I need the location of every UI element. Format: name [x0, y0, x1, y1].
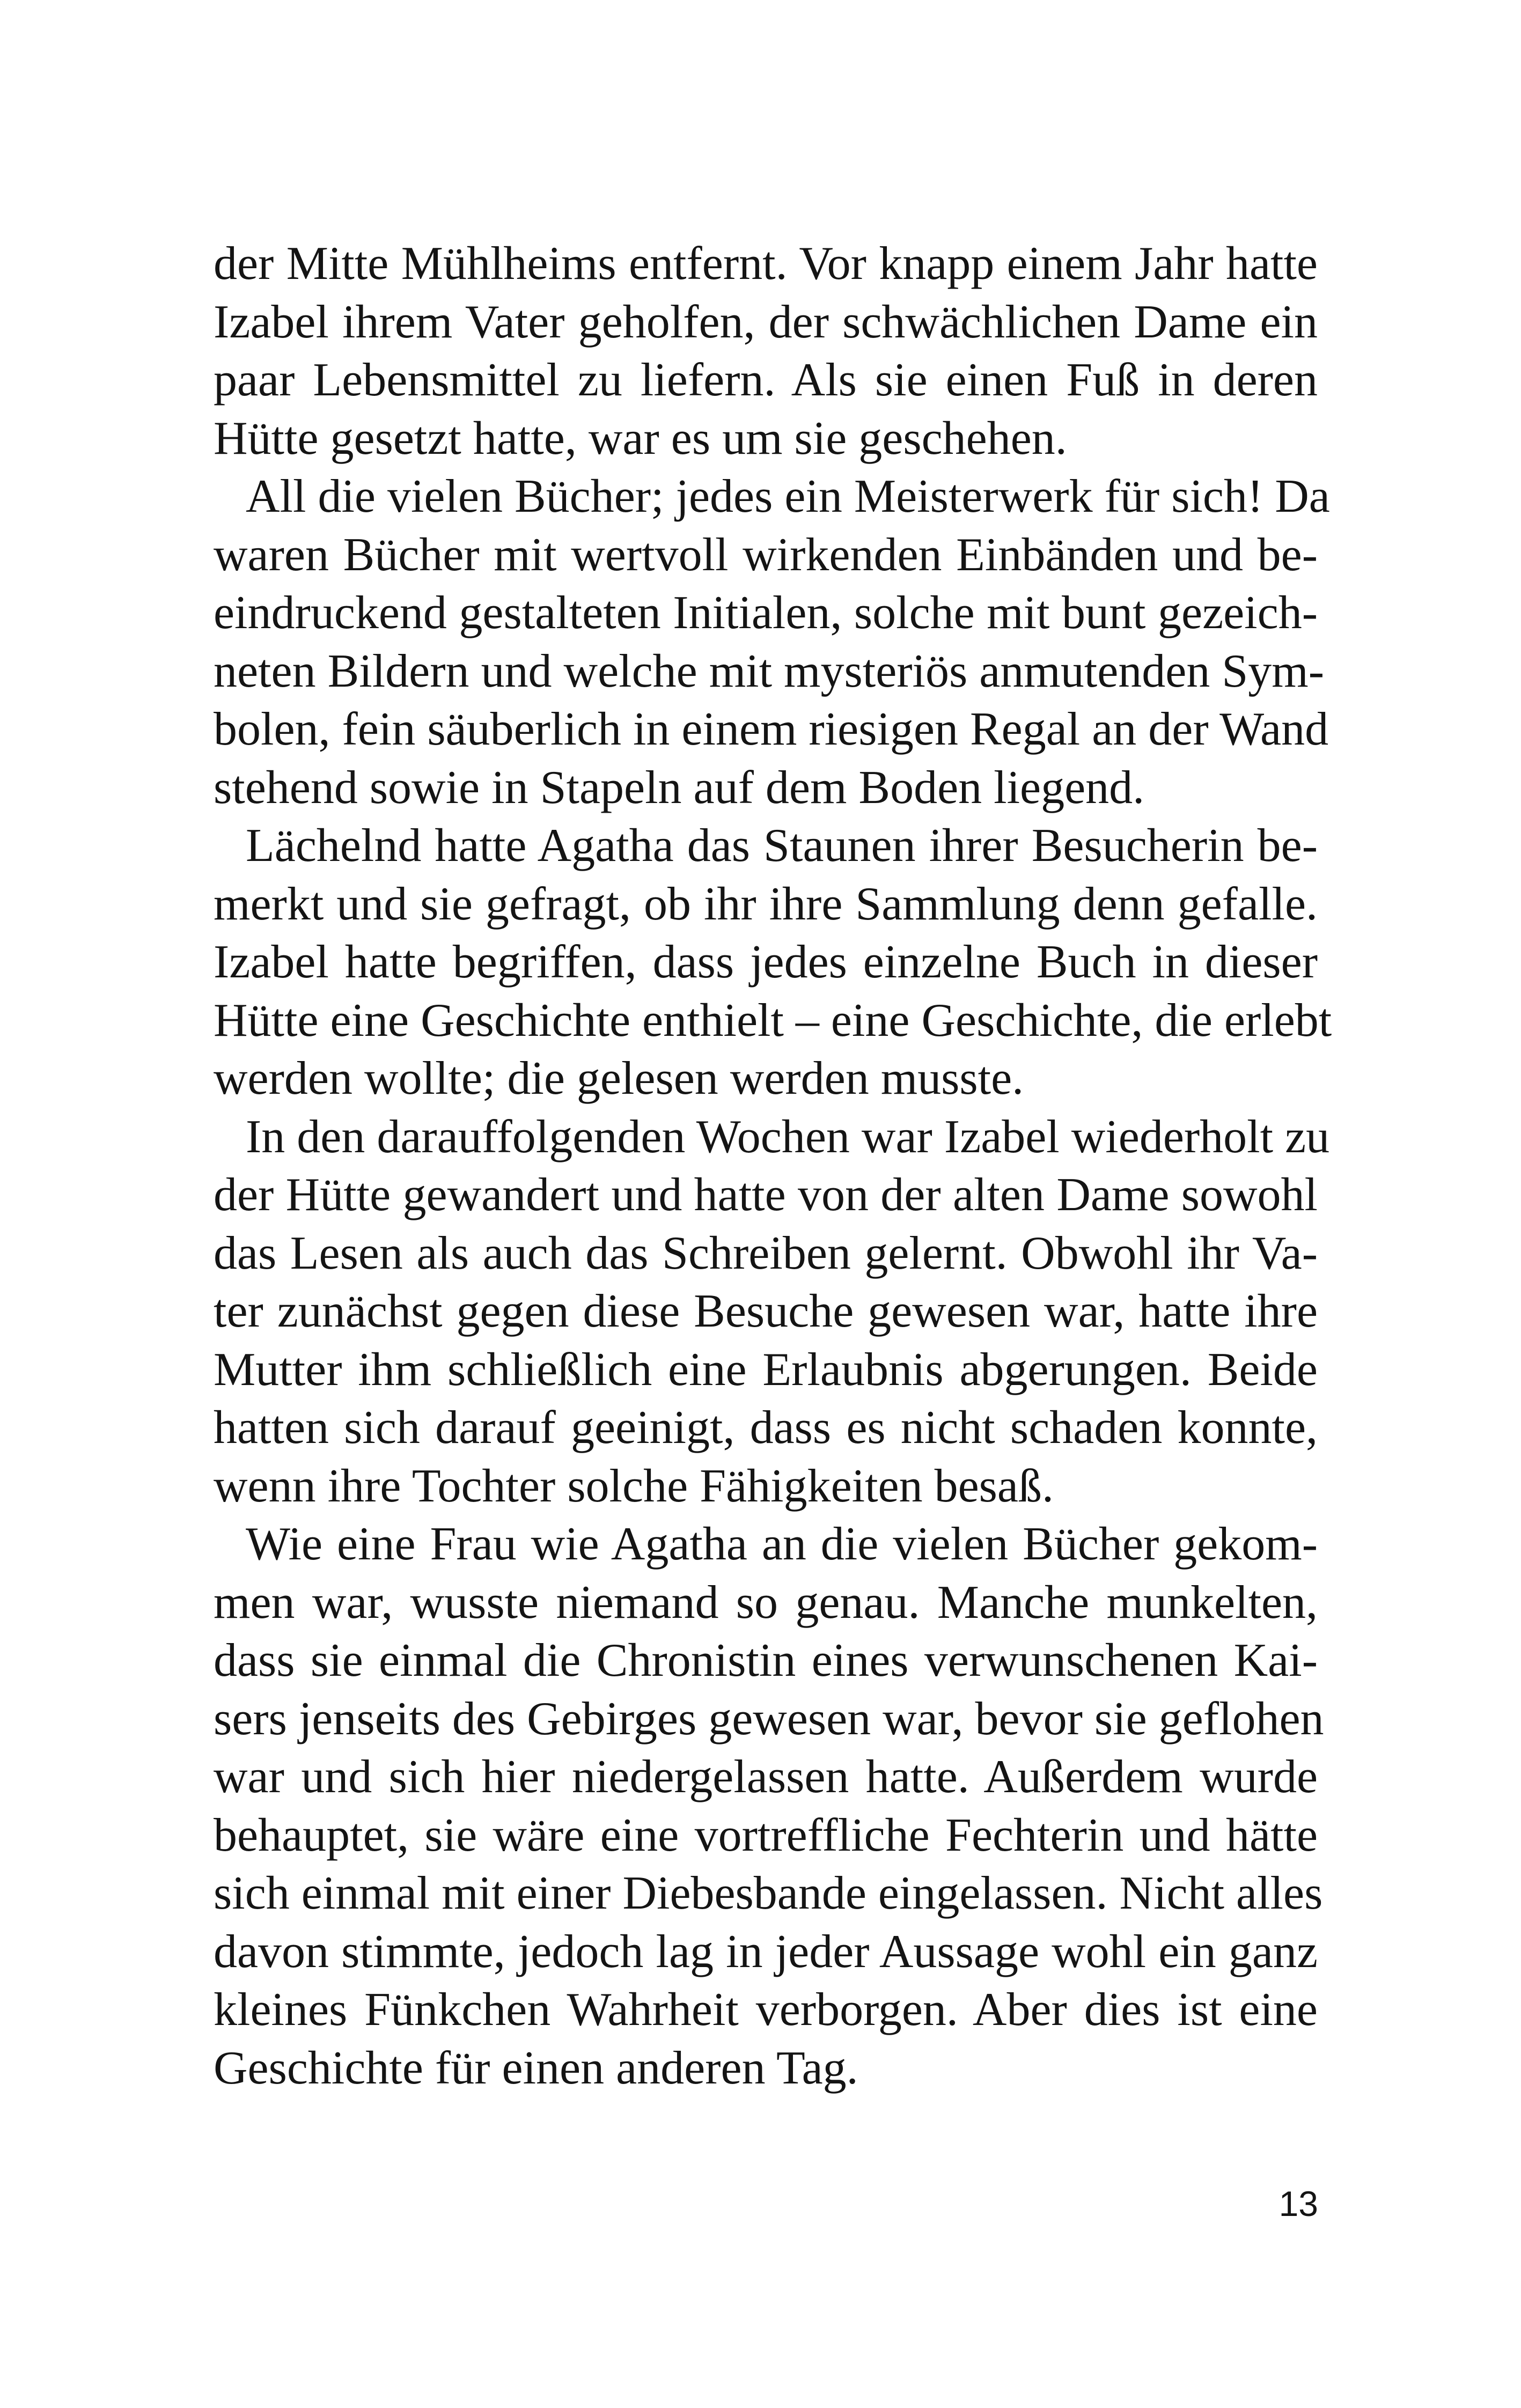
text-line: Geschichte für einen anderen Tag. — [214, 2042, 858, 2094]
text-line: der Hütte gewandert und hatte von der alten Dame sowohl — [214, 1169, 1318, 1221]
text-line: Hütte gesetzt hatte, war es um sie geschehen. — [214, 412, 1067, 465]
text-line: Wie eine Frau wie Agatha an die vielen Bücher gekom- — [246, 1518, 1318, 1570]
text-line: Izabel ihrem Vater geholfen, der schwächlichen Dame ein — [214, 296, 1318, 348]
text-line: bolen, fein säuberlich in einem riesigen Regal an der Wand — [214, 703, 1329, 755]
text-line: paar Lebensmittel zu liefern. Als sie einen Fuß in deren — [214, 354, 1318, 406]
text-line: ter zunächst gegen diese Besuche gewesen war, hatte ihre — [214, 1285, 1318, 1337]
text-line: Lächelnd hatte Agatha das Staunen ihrer Besucherin be- — [246, 820, 1318, 872]
text-line: neten Bildern und welche mit mysteriös anmutenden Sym- — [214, 645, 1325, 697]
text-line: In den darauffolgenden Wochen war Izabel wiederholt zu — [246, 1110, 1330, 1163]
text-line: behauptet, sie wäre eine vortreffliche Fechterin und hätte — [214, 1809, 1318, 1861]
text-line: eindruckend gestalteten Initialen, solche mit bunt gezeich- — [214, 587, 1318, 639]
text-line: stehend sowie in Stapeln auf dem Boden liegend. — [214, 761, 1145, 814]
text-line: waren Bücher mit wertvoll wirkenden Einbänden und be- — [214, 528, 1318, 581]
text-line: Mutter ihm schließlich eine Erlaubnis abgerungen. Beide — [214, 1343, 1318, 1396]
text-line: men war, wusste niemand so genau. Manche munkelten, — [214, 1576, 1318, 1629]
text-line: war und sich hier niedergelassen hatte. Außerdem wurde — [214, 1751, 1318, 1803]
text-line: sers jenseits des Gebirges gewesen war, bevor sie geflohen — [214, 1692, 1324, 1745]
text-line: kleines Fünkchen Wahrheit verborgen. Aber dies ist eine — [214, 1984, 1318, 2036]
text-line: Hütte eine Geschichte enthielt – eine Geschichte, die erlebt — [214, 994, 1332, 1047]
text-line: wenn ihre Tochter solche Fähigkeiten besaß. — [214, 1460, 1054, 1512]
text-line: sich einmal mit einer Diebesbande eingelassen. Nicht alles — [214, 1867, 1323, 1919]
page-number: 13 — [1278, 2184, 1318, 2223]
text-line: Izabel hatte begriffen, dass jedes einzelne Buch in dieser — [214, 936, 1318, 988]
text-line: hatten sich darauf geeinigt, dass es nicht schaden konnte, — [214, 1402, 1318, 1454]
text-line: dass sie einmal die Chronistin eines verwunschenen Kai- — [214, 1634, 1318, 1687]
text-line: merkt und sie gefragt, ob ihr ihre Sammlung denn gefalle. — [214, 878, 1318, 930]
text-line: davon stimmte, jedoch lag in jeder Aussage wohl ein ganz — [214, 1925, 1318, 1978]
text-line: All die vielen Bücher; jedes ein Meisterwerk für sich! Da — [246, 470, 1330, 522]
text-line: das Lesen als auch das Schreiben gelernt. Obwohl ihr Va- — [214, 1227, 1318, 1279]
body-text — [214, 235, 1332, 2097]
text-line: der Mitte Mühlheims entfernt. Vor knapp einem Jahr hatte — [214, 238, 1318, 290]
text-line: werden wollte; die gelesen werden musste. — [214, 1052, 1024, 1104]
